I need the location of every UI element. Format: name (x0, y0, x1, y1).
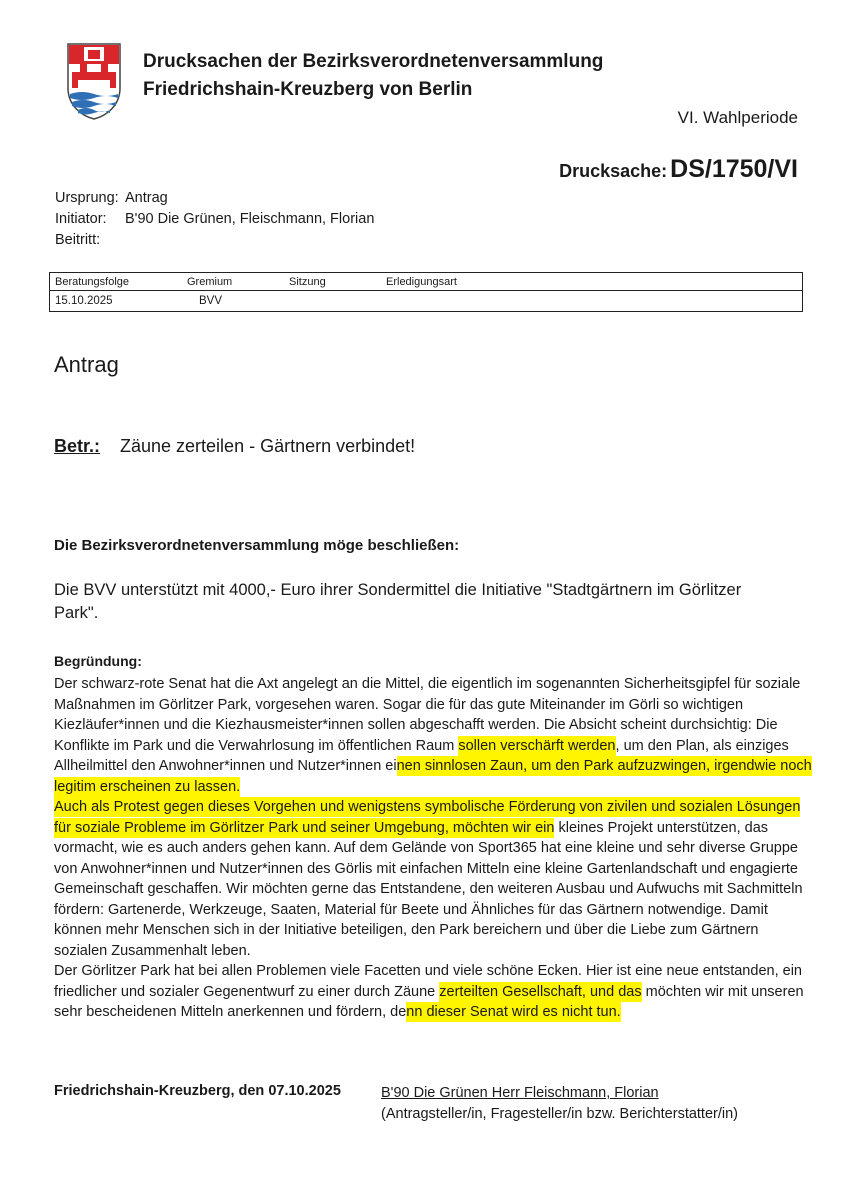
justification-body (54, 674, 814, 1023)
row-gremium: BVV (199, 295, 223, 307)
justification-paragraph-2 (54, 797, 814, 961)
justification-heading: Begründung: (54, 653, 142, 669)
subject-value: Zäune zerteilen - Gärtnern verbindet! (120, 436, 416, 456)
table-row (50, 290, 802, 311)
col-beratungsfolge: Beratungsfolge (55, 275, 129, 288)
text-run: Der schwarz-rote Senat hat die Axt angelegt an die Mittel, die eigentlich im sogenannten Sicherheitsgipfel für soziale Maßnahmen im Görlitzer Park, vorgesehen waren. Sogar die für das gute Miteinander im Görli so wichtigen Kiezläufer*innen und die Kiezhausmeister*innen sollen abgeschafft werden. Die Absicht scheint durchsichtig: Die Konflikte im Park und die Verwahrlosung im öffentlichen Raum (54, 676, 801, 754)
text-run: Der Görlitzer Park hat bei allen Problemen viele Facetten und viele schöne Ecken. Hier ist eine neue entstanden, ein friedlicher und sozialer Gegenentwurf zu einer durch Zäune (54, 963, 802, 1000)
place-date: Friedrichshain-Kreuzberg, den 07.10.2025 (54, 1083, 341, 1099)
highlighted-text: zerteilten Gesellschaft, und das (439, 983, 642, 1000)
table-header-row (50, 273, 802, 290)
title-line-2: Friedrichshain-Kreuzberg von Berlin (143, 79, 473, 100)
row-date: 15.10.2025 (55, 295, 113, 307)
col-sitzung: Sitzung (289, 275, 326, 288)
ursprung-value: Antrag (125, 190, 168, 206)
text-run: kleines Projekt unterstützen, das vormacht, wie es auch anders gehen kann. Auf dem Gelände von Sport365 hat eine kleine und sehr diverse Gruppe von Anwohner*innen und Nutzer*innen des Görlis mit einfachen Mitteln eine kleine Gartenlandschaft und engagierte Gemeinschaft geschaffen. Wir möchten gerne das Entstandene, den weiteren Ausbau und Aufwuchs mit Sachmitteln fördern: Gartenerde, Werkzeuge, Saaten, Material für Beete und Ähnliches für das Gärtnern notwendige. Damit können mehr Menschen sich in der Initiative beteiligen, den Park bereichern und über die Liebe zum Gärtnern sozialen Zusammenhalt leben. (54, 819, 803, 959)
subject-line (54, 436, 415, 457)
beitritt-label: Beitritt: (55, 232, 101, 248)
col-gremium: Gremium (187, 275, 233, 288)
initiator-value: B'90 Die Grünen, Fleischmann, Florian (125, 211, 375, 227)
document-series-title (143, 48, 603, 104)
highlighted-text: nen sinnlosen Zaun, um den Park aufzuzwingen, irgendwie noch legitim erscheinen zu lassen. (54, 758, 812, 795)
signature-block (381, 1083, 738, 1125)
signer-role: (Antragsteller/in, Fragesteller/in bzw. Berichterstatter/in) (381, 1106, 738, 1122)
ursprung-label: Ursprung: (55, 190, 119, 206)
district-coat-of-arms-icon (66, 42, 122, 120)
initiator-label: Initiator: (55, 211, 107, 227)
highlighted-text: sollen verschärft werden (458, 737, 616, 754)
subject-label: Betr.: (54, 436, 101, 456)
highlighted-text: Auch als Protest gegen dieses Vorgehen und wenigstens symbolische Förderung von zivilen und sozialen Lösungen für soziale Probleme im Görlitzer Park und seiner Umgebung, möchten wir ein (54, 799, 801, 836)
meta-block (55, 188, 374, 251)
col-erledigungsart: Erledigungsart (386, 275, 457, 288)
drucksache-number: DS/1750/VI (670, 155, 798, 183)
drucksache-label: Drucksache: (559, 161, 668, 181)
beratung-table (49, 272, 803, 312)
text-run: , um den Plan, als einziges Allheilmittel den Anwohner*innen und Nutzer*innen ei (54, 737, 789, 774)
resolution-text: Die BVV unterstützt mit 4000,- Euro ihrer Sondermittel die Initiative "Stadtgärtnern im Görlitzer Park". (54, 581, 742, 622)
document-type-heading: Antrag (54, 352, 119, 377)
justification-paragraph-1 (54, 674, 814, 797)
resolution-heading: Die Bezirksverordnetenversammlung möge beschließen: (54, 537, 460, 554)
wahlperiode: VI. Wahlperiode (677, 108, 798, 127)
drucksache-number-block (559, 155, 798, 184)
title-line-1: Drucksachen der Bezirksverordnetenversammlung (143, 51, 604, 72)
signer-name: B'90 Die Grünen Herr Fleischmann, Florian (381, 1085, 659, 1101)
justification-paragraph-3 (54, 961, 814, 1023)
text-run: möchten wir mit unseren sehr bescheidenen Mitteln anerkennen und fördern, de (54, 983, 804, 1020)
highlighted-text: nn dieser Senat wird es nicht tun. (406, 1004, 621, 1020)
